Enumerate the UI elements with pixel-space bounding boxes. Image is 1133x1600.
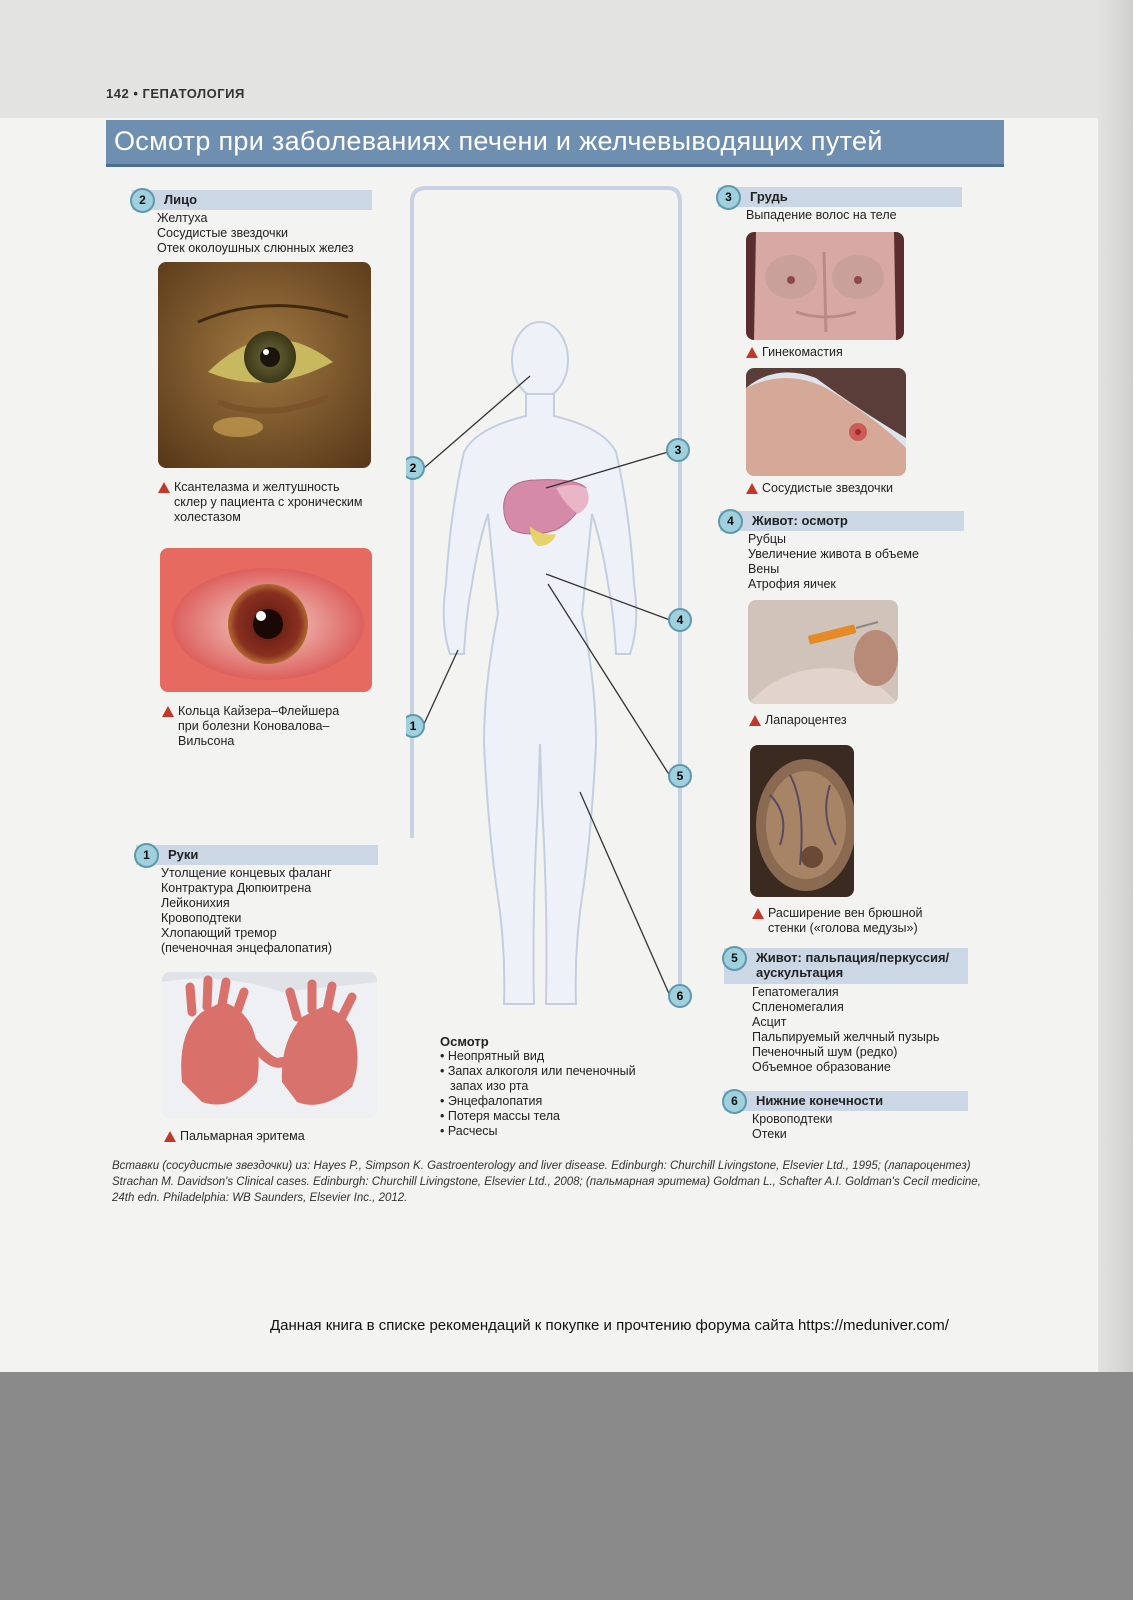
- list-item: запах изо рта: [450, 1079, 529, 1093]
- caption-paracentesis: Лапароцентез: [749, 713, 969, 728]
- triangle-icon: [164, 1131, 176, 1142]
- list-item: • Энцефалопатия: [440, 1094, 543, 1108]
- section-chest-header: [718, 187, 962, 207]
- caput-medusae-image: [750, 745, 854, 897]
- photo-spider-naevi: [746, 368, 906, 476]
- list-item: Лейконихия: [161, 896, 230, 910]
- diagram-number-4: 4: [676, 613, 684, 627]
- section-hands-header: [136, 845, 378, 865]
- page-title: Осмотр при заболеваниях печени и желчевыводящих путей: [114, 126, 883, 156]
- section-legs-header: [724, 1091, 968, 1111]
- section-legs-items: [724, 1111, 968, 1142]
- list-item: Кровоподтеки: [161, 911, 242, 925]
- inspection-list: [440, 1034, 636, 1139]
- section-abdomen-palpation: [724, 948, 968, 1075]
- section-legs: [724, 1091, 968, 1142]
- section-abdomen-palpation-title-line1: Живот: пальпация/перкуссия/: [756, 950, 950, 965]
- section-abdomen-palpation-title-line2: аускультация: [756, 965, 844, 980]
- list-item: Вены: [748, 562, 780, 576]
- section-abdomen-inspection-title: Живот: осмотр: [752, 513, 848, 528]
- diagram-number-1: 1: [409, 719, 417, 733]
- list-item: Рубцы: [748, 532, 787, 546]
- section-abdomen-inspection-items: [720, 531, 964, 592]
- spider-naevi-image: [746, 368, 906, 476]
- footer-watermark-text: Данная книга в списке рекомендаций к покупке и прочтению форума сайта https://meduniver.com/: [270, 1317, 949, 1334]
- triangle-icon: [749, 715, 761, 726]
- body-outline: [444, 322, 637, 1004]
- list-item: Желтуха: [157, 211, 208, 225]
- section-abdomen-inspection: [720, 511, 964, 592]
- section-hands: [136, 845, 378, 956]
- caption-gynecomastia: Гинекомастия: [746, 345, 966, 360]
- running-header: [106, 86, 245, 101]
- body-diagram: [406, 184, 706, 1044]
- list-item: Кровоподтеки: [752, 1112, 833, 1126]
- list-item: Атрофия яичек: [748, 577, 836, 591]
- photo-caput-medusae: [750, 745, 854, 897]
- page-number: 142: [106, 86, 130, 101]
- image-credits: Вставки (сосудистые звездочки) из: Hayes P., Simpson K. Gastroenterology and liver disease. Edinburgh: Churchill Livingstone, Elsevier Ltd., 1995; (лапароцентез) Strachan M. Davidson's Clinical cases. Edinburgh: Churchill Livingstone, Elsevier Ltd., 2008; (пальмарная эритема) Goldman L., Schafter A.I. Goldman's Cecil medicine, 24th edn. Philadelphia: WB Saunders, Elsevier Inc., 2012.: [112, 1160, 981, 1204]
- list-item: Гепатомегалия: [752, 985, 839, 999]
- list-item: Хлопающий тремор: [161, 926, 277, 940]
- section-chest-title: Грудь: [750, 189, 788, 204]
- marker-4: 4: [718, 509, 743, 534]
- marker-2: 2: [130, 188, 155, 213]
- marker-6: 6: [722, 1089, 747, 1114]
- diagram-number-3: 3: [674, 443, 682, 457]
- list-item: Утолщение концевых фаланг: [161, 866, 332, 880]
- photo-kayser-fleischer: [160, 548, 372, 692]
- photo-palmar-erythema: [162, 972, 377, 1118]
- palmar-erythema-image: [162, 972, 377, 1118]
- triangle-icon: [746, 483, 758, 494]
- triangle-icon: [162, 706, 174, 717]
- list-item: Сосудистые звездочки: [157, 226, 289, 240]
- book-spine-shadow: [1098, 0, 1133, 1372]
- section-face-header: [132, 190, 372, 210]
- section-face: [132, 190, 372, 256]
- list-item: Контрактура Дюпюитрена: [161, 881, 312, 895]
- triangle-icon: [158, 482, 170, 493]
- marker-5: 5: [722, 946, 747, 971]
- section-abdomen-inspection-header: [720, 511, 964, 531]
- photo-paracentesis: [748, 600, 898, 704]
- list-item: Выпадение волос на теле: [746, 208, 897, 222]
- list-item: Увеличение живота в объеме: [748, 547, 919, 561]
- photo-jaundiced-eye: [158, 262, 371, 468]
- list-item: • Запах алкоголя или печеночный: [440, 1064, 636, 1078]
- list-item: • Неопрятный вид: [440, 1049, 545, 1063]
- marker-1: 1: [134, 843, 159, 868]
- list-item: • Расчесы: [440, 1124, 498, 1138]
- diagram-number-6: 6: [676, 989, 684, 1003]
- triangle-icon: [752, 908, 764, 919]
- section-face-title: Лицо: [164, 192, 198, 207]
- jaundiced-eye-image: [158, 262, 371, 468]
- marker-3: 3: [716, 185, 741, 210]
- photo-gynecomastia: [746, 232, 904, 340]
- list-item: Пальпируемый желчный пузырь: [752, 1030, 940, 1044]
- section-hands-items: [136, 865, 378, 956]
- section-legs-title: Нижние конечности: [756, 1093, 884, 1108]
- title-bar: [106, 120, 1004, 167]
- list-item: Отек околоушных слюнных желез: [157, 241, 354, 255]
- caption-kayser-fleischer: Кольца Кайзера–Флейшера при болезни Коновалова– Вильсона: [162, 704, 402, 749]
- diagram-number-2: 2: [409, 461, 417, 475]
- diagram-number-5: 5: [676, 769, 684, 783]
- section-chest-items: [718, 207, 962, 223]
- list-item: Спленомегалия: [752, 1000, 844, 1014]
- triangle-icon: [746, 347, 758, 358]
- list-item: Объемное образование: [752, 1060, 891, 1074]
- section-abdomen-palpation-header: [724, 948, 968, 984]
- section-face-items: [132, 210, 372, 256]
- section-hands-title: Руки: [168, 847, 199, 862]
- section-abdomen-palpation-items: [724, 984, 968, 1075]
- caption-xanthelasma: Ксантелазма и желтушность склер у пациента с хроническим холестазом: [158, 480, 398, 525]
- list-item: Печеночный шум (редко): [752, 1045, 898, 1059]
- header-bullet: •: [133, 86, 143, 101]
- list-item: Асцит: [752, 1015, 787, 1029]
- list-item: (печеночная энцефалопатия): [161, 941, 333, 955]
- inspection-title: Осмотр: [440, 1034, 489, 1049]
- caption-spider-naevi: Сосудистые звездочки: [746, 481, 966, 496]
- kayser-fleischer-eye-image: [160, 548, 372, 692]
- list-item: • Потеря массы тела: [440, 1109, 560, 1123]
- caption-palmar-erythema: Пальмарная эритема: [164, 1129, 384, 1144]
- chapter-name: ГЕПАТОЛОГИЯ: [142, 86, 245, 101]
- paracentesis-image: [748, 600, 898, 704]
- section-chest: [718, 187, 962, 223]
- caption-caput-medusae: Расширение вен брюшной стенки («голова медузы»): [752, 906, 972, 936]
- list-item: Отеки: [752, 1127, 787, 1141]
- gynecomastia-image: [746, 232, 904, 340]
